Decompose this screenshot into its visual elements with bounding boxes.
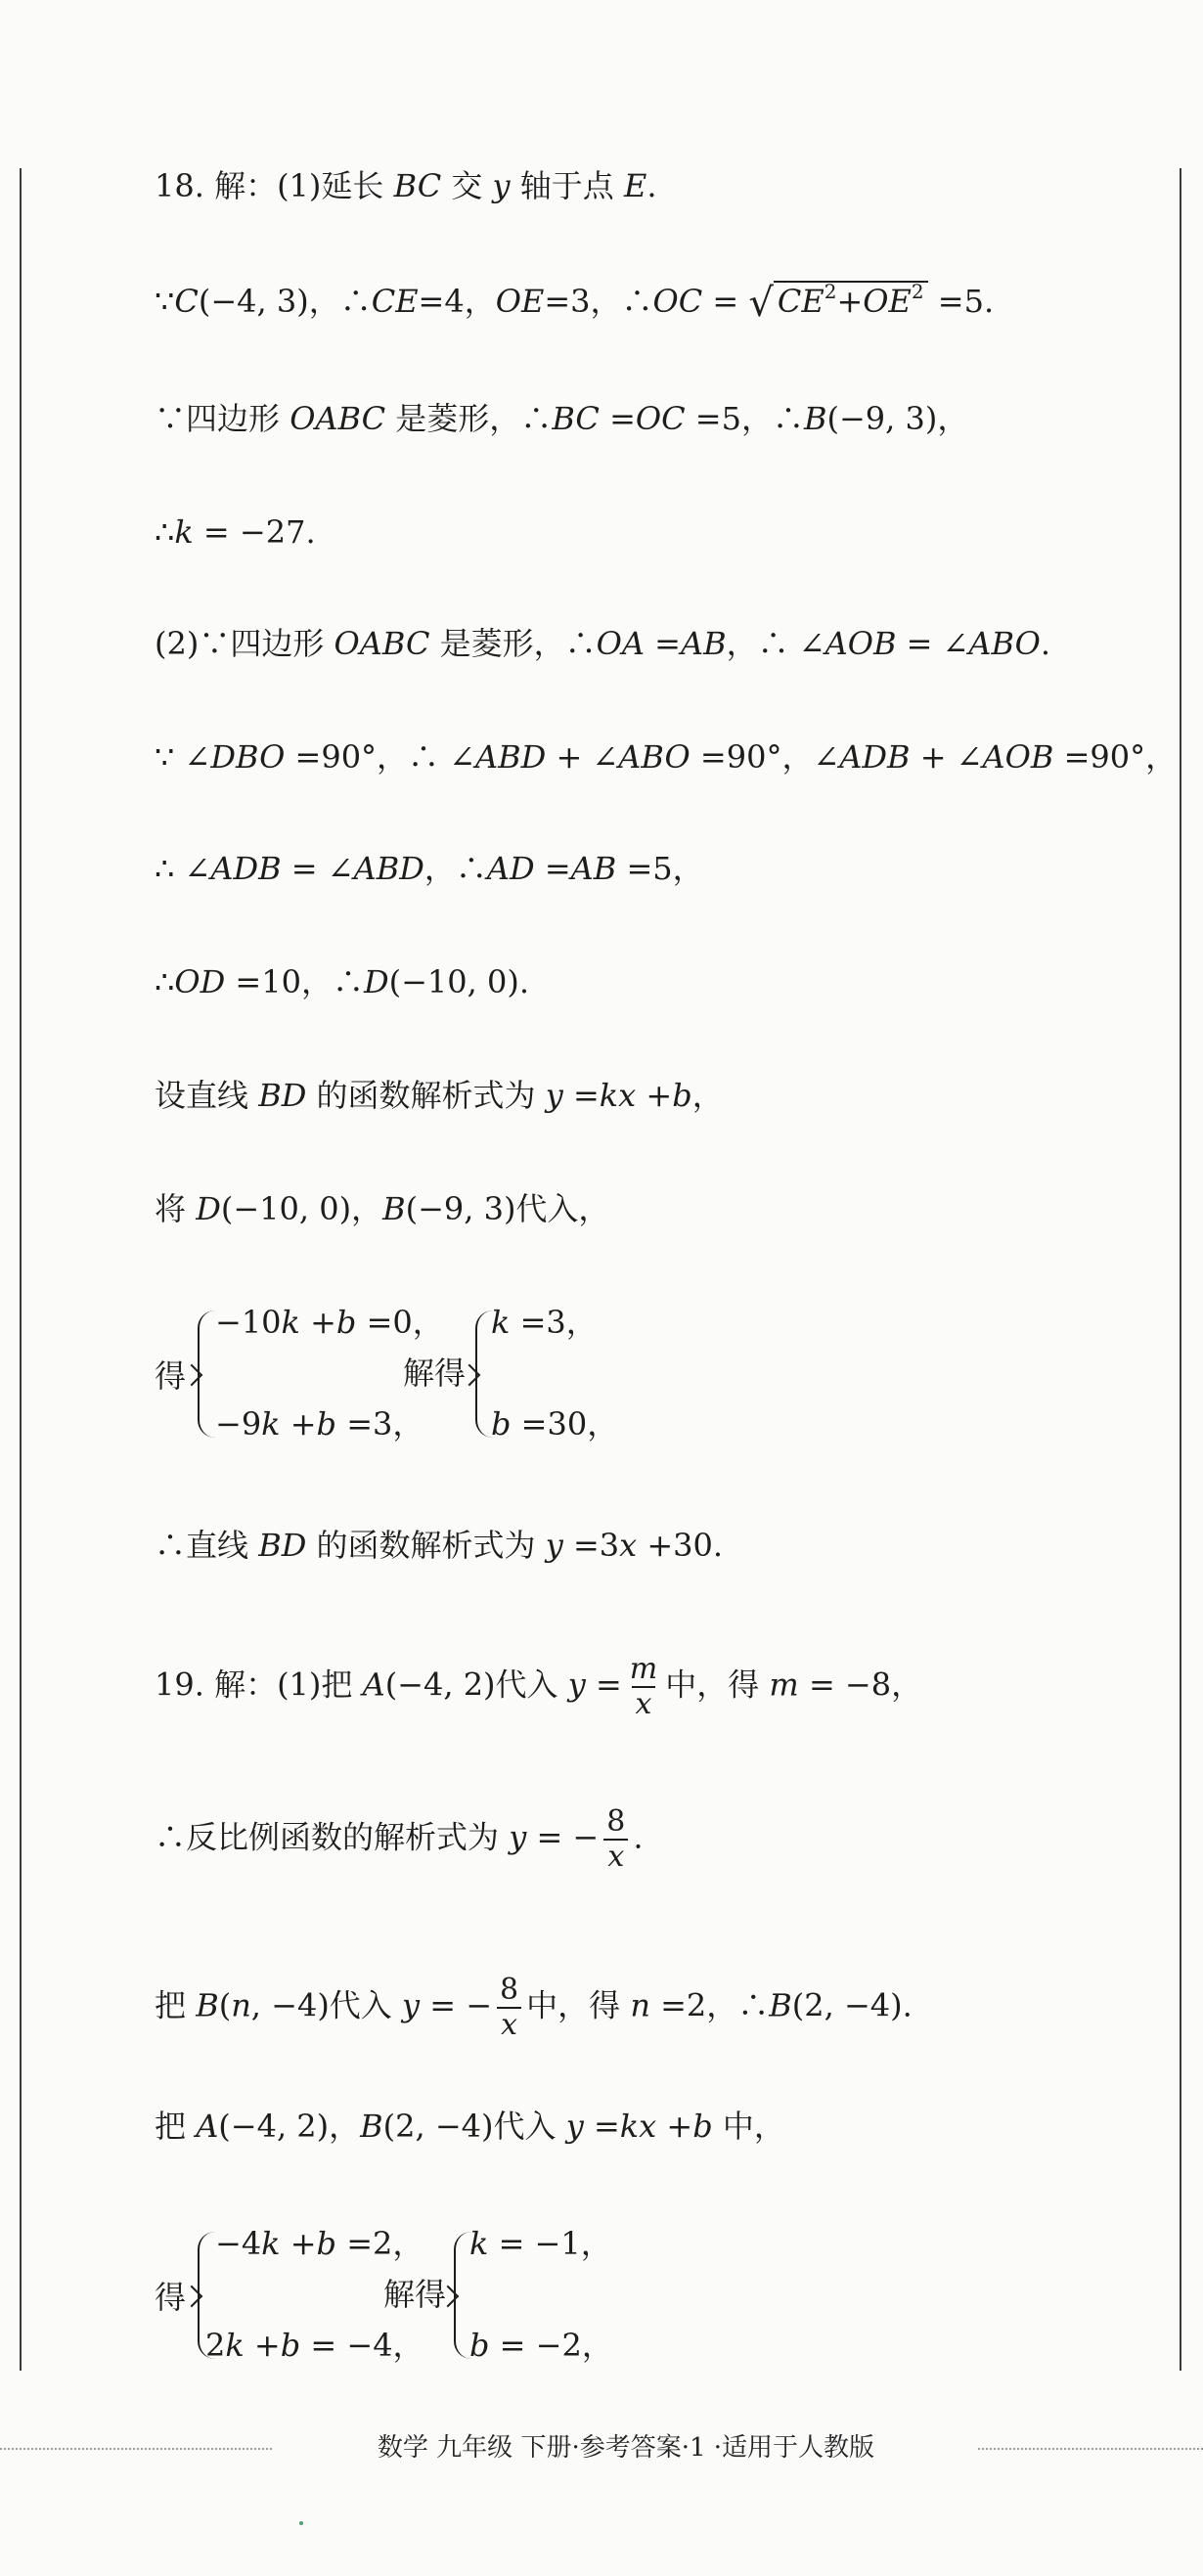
fraction: $\frac{8}{x}$ bbox=[496, 1974, 522, 2042]
page-footer: 数学 九年级 下册·参考答案·1 ·适用于人教版 bbox=[274, 2425, 978, 2470]
scan-speck bbox=[299, 2521, 303, 2525]
solve-label: 解得 bbox=[403, 1355, 467, 1392]
left-brace bbox=[198, 1310, 217, 1438]
left-margin-rule bbox=[20, 168, 22, 2371]
line-18-angles: ∵ ∠DBO =90°，∴ ∠ABD + ∠ABO =90°，∠ADB + ∠AOB =90°， bbox=[155, 738, 1178, 776]
line-18-rhombus: ∵四边形 OABC 是菱形，∴BC =OC =5，∴B(−9, 3)， bbox=[155, 400, 969, 437]
solution-1: k = −1， bbox=[469, 2225, 612, 2262]
line-18-step2: (2)∵四边形 OABC 是菱形，∴OA =AB，∴ ∠AOB = ∠ABO. bbox=[155, 625, 1051, 662]
line-19-point-b: 把 B(n, −4)代入 y = − $\frac{8}{x}$ 中，得 n =2，∴B(2, −4). bbox=[155, 1973, 913, 2042]
line-18-ad-ab: ∴ ∠ADB = ∠ABD，∴AD =AB =5， bbox=[155, 850, 704, 887]
system-equation-2: 2k +b = −4， bbox=[205, 2327, 424, 2364]
line-18-result: ∴直线 BD 的函数解析式为 y =3x +30. bbox=[155, 1527, 724, 1564]
solution-2: b = −2， bbox=[469, 2327, 613, 2364]
line-18-substitute: 将 D(−10, 0)，B(−9, 3)代入， bbox=[155, 1190, 610, 1227]
system-equation-1: −10k +b =0， bbox=[215, 1304, 444, 1341]
line-18-set-bd: 设直线 BD 的函数解析式为 y =kx +b， bbox=[155, 1077, 724, 1114]
solution-2: b =30， bbox=[491, 1405, 619, 1443]
solution-1: k =3， bbox=[491, 1304, 598, 1341]
line-19-step1: 19. 解：(1)把 A(−4, 2)代入 y = $\frac{m}{x}$ 中，得 m = −8， bbox=[155, 1652, 923, 1721]
system-equation-1: −4k +b =2， bbox=[215, 2225, 424, 2262]
solve-label: 解得 bbox=[383, 2276, 447, 2313]
right-margin-rule bbox=[1180, 168, 1181, 2371]
line-18-od: ∴OD =10，∴D(−10, 0). bbox=[155, 963, 529, 1000]
line-18-k: ∴k = −27. bbox=[155, 513, 316, 551]
line-18-step1: 18. 解：(1)延长 BC 交 y 轴于点 E. bbox=[155, 167, 657, 204]
line-19-inverse: ∴反比例函数的解析式为 y = − $\frac{8}{x}$ . bbox=[155, 1804, 644, 1874]
equation-system-19 bbox=[155, 2222, 644, 2369]
system-lead: 得 bbox=[155, 1357, 187, 1395]
equation-system-18 bbox=[155, 1301, 644, 1447]
square-root: √ $CE^2+OE^2$ bbox=[748, 280, 927, 325]
fraction: $\frac{8}{x}$ bbox=[602, 1805, 629, 1874]
line-19-substitute: 把 A(−4, 2)，B(2, −4)代入 y =kx +b 中， bbox=[155, 2108, 785, 2145]
fraction: $\frac{m}{x}$ bbox=[629, 1652, 658, 1721]
system-equation-2: −9k +b =3， bbox=[215, 1405, 424, 1443]
line-18-oc: ∵C(−4, 3)，∴CE=4，OE=3，∴OC = √ $CE^2+OE^2 =5$. bbox=[155, 280, 995, 326]
system-lead: 得 bbox=[155, 2279, 187, 2316]
